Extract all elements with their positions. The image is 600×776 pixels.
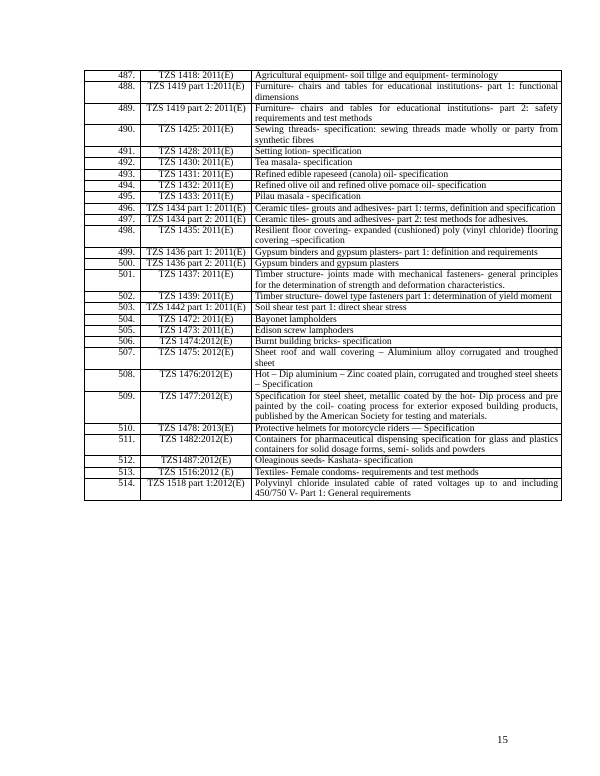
row-number-cell: 512. [85,456,141,467]
table-row [85,370,562,392]
table-row [85,247,562,258]
standard-title-cell: Agricultural equipment- soil tillge and equipment- terminology [252,71,562,82]
page-number: 15 [497,734,508,746]
row-number-cell: 488. [85,82,141,104]
table-row [85,391,562,423]
row-number-cell: 496. [85,203,141,214]
table-row [85,103,562,125]
table-row [85,325,562,336]
standard-code-cell: TZS 1436 part 2: 2011(E) [141,259,252,270]
row-number-cell: 506. [85,337,141,348]
table-row [85,259,562,270]
standard-code-cell: TZS 1437: 2011(E) [141,270,252,292]
standard-title-cell: Ceramic tiles- grouts and adhesives- part 2: test methods for adhesives. [252,214,562,225]
standard-title-cell: Bayonet lampholders [252,314,562,325]
standard-code-cell: TZS1487:2012(E) [141,456,252,467]
standard-title-cell: Setting lotion- specification [252,147,562,158]
table-row [85,158,562,169]
row-number-cell: 495. [85,192,141,203]
standard-code-cell: TZS 1428: 2011(E) [141,147,252,158]
row-number-cell: 505. [85,325,141,336]
standard-code-cell: TZS 1419 part 1:2011(E) [141,82,252,104]
standard-title-cell: Sheet roof and wall covering – Aluminium alloy corrugated and troughed sheet [252,348,562,370]
standard-title-cell: Ceramic tiles- grouts and adhesives- part 1: terms, definition and specification [252,203,562,214]
standard-code-cell: TZS 1477:2012(E) [141,391,252,423]
row-number-cell: 501. [85,270,141,292]
standard-code-cell: TZS 1433: 2011(E) [141,192,252,203]
table-row [85,478,562,500]
row-number-cell: 500. [85,259,141,270]
table-row [85,337,562,348]
table-row [85,147,562,158]
standard-code-cell: TZS 1518 part 1:2012(E) [141,478,252,500]
standard-title-cell: Containers for pharmaceutical dispensing specification for glass and plastics containers for solid dosage forms, semi- solids and powders [252,434,562,456]
standard-title-cell: Timber structure- joints made with mechanical fasteners- general principles for the determination of strength and deformation characteristics. [252,270,562,292]
standard-title-cell: Textiles- Female condoms- requirements and test methods [252,467,562,478]
standard-title-cell: Gypsum binders and gypsum plasters [252,259,562,270]
standard-title-cell: Protective helmets for motorcycle riders — Specification [252,423,562,434]
standard-code-cell: TZS 1435: 2011(E) [141,226,252,248]
row-number-cell: 499. [85,247,141,258]
standard-code-cell: TZS 1478: 2013(E) [141,423,252,434]
row-number-cell: 497. [85,214,141,225]
standard-title-cell: Edison screw lamphoders [252,325,562,336]
row-number-cell: 494. [85,180,141,191]
table-row [85,291,562,302]
table-row [85,456,562,467]
standards-table-body [85,71,562,501]
table-row [85,192,562,203]
standard-code-cell: TZS 1431: 2011(E) [141,169,252,180]
row-number-cell: 491. [85,147,141,158]
table-row [85,82,562,104]
row-number-cell: 510. [85,423,141,434]
standard-title-cell: Tea masala- specification [252,158,562,169]
row-number-cell: 508. [85,370,141,392]
row-number-cell: 503. [85,303,141,314]
standard-code-cell: TZS 1475: 2012(E) [141,348,252,370]
row-number-cell: 498. [85,226,141,248]
standard-code-cell: TZS 1472: 2011(E) [141,314,252,325]
table-row [85,125,562,147]
table-row [85,214,562,225]
row-number-cell: 492. [85,158,141,169]
standard-title-cell: Pilau masala - specification [252,192,562,203]
standard-title-cell: Refined edible rapeseed (canola) oil- specification [252,169,562,180]
table-row [85,314,562,325]
standard-title-cell: Furniture- chairs and tables for educational institutions- part 1: functional dimensions [252,82,562,104]
standard-code-cell: TZS 1418: 2011(E) [141,71,252,82]
row-number-cell: 507. [85,348,141,370]
row-number-cell: 502. [85,291,141,302]
standard-title-cell: Specification for steel sheet, metallic coated by the hot- Dip process and pre painted by the coil- coating process for exterior exposed building products, published by the American Society for testing and materials. [252,391,562,423]
table-row [85,434,562,456]
table-row [85,71,562,82]
row-number-cell: 504. [85,314,141,325]
standard-code-cell: TZS 1436 part 1: 2011(E) [141,247,252,258]
table-row [85,270,562,292]
row-number-cell: 490. [85,125,141,147]
standard-code-cell: TZS 1442 part 1: 2011(E) [141,303,252,314]
standard-title-cell: Hot – Dip aluminium – Zinc coated plain, corrugated and troughed steel sheets – Specification [252,370,562,392]
standard-title-cell: Refined olive oil and refined olive pomace oil- specification [252,180,562,191]
standard-code-cell: TZS 1430: 2011(E) [141,158,252,169]
row-number-cell: 493. [85,169,141,180]
standard-code-cell: TZS 1425: 2011(E) [141,125,252,147]
standards-table [84,70,562,501]
standard-code-cell: TZS 1476:2012(E) [141,370,252,392]
standard-code-cell: TZS 1474:2012(E) [141,337,252,348]
standard-title-cell: Resilient floor covering- expanded (cushioned) poly (vinyl chloride) flooring covering –specification [252,226,562,248]
table-row [85,226,562,248]
standard-title-cell: Furniture- chairs and tables for educational institutions- part 2: safety requirements and test methods [252,103,562,125]
standard-code-cell: TZS 1482:2012(E) [141,434,252,456]
table-row [85,303,562,314]
row-number-cell: 513. [85,467,141,478]
standard-title-cell: Polyvinyl chloride insulated cable of rated voltages up to and including 450/750 V- Part 1: General requirements [252,478,562,500]
standard-title-cell: Sewing threads- specification: sewing threads made wholly or party from synthetic fibres [252,125,562,147]
row-number-cell: 514. [85,478,141,500]
row-number-cell: 509. [85,391,141,423]
table-row [85,348,562,370]
standard-code-cell: TZS 1434 part 2: 2011(E) [141,214,252,225]
standard-code-cell: TZS 1439: 2011(E) [141,291,252,302]
table-row [85,169,562,180]
standard-title-cell: Soil shear test part 1: direct shear stress [252,303,562,314]
standard-title-cell: Timber structure- dowel type fasteners part 1: determination of yield moment [252,291,562,302]
table-row [85,467,562,478]
standard-code-cell: TZS 1473: 2011(E) [141,325,252,336]
standard-title-cell: Gypsum binders and gypsum plasters- part 1: definition and requirements [252,247,562,258]
row-number-cell: 489. [85,103,141,125]
table-row [85,180,562,191]
standard-title-cell: Oleaginous seeds- Kashata- specification [252,456,562,467]
standard-code-cell: TZS 1432: 2011(E) [141,180,252,191]
table-row [85,423,562,434]
row-number-cell: 511. [85,434,141,456]
standard-code-cell: TZS 1516:2012 (E) [141,467,252,478]
table-row [85,203,562,214]
standard-code-cell: TZS 1434 part 1: 2011(E) [141,203,252,214]
standard-code-cell: TZS 1419 part 2: 2011(E) [141,103,252,125]
row-number-cell: 487. [85,71,141,82]
standard-title-cell: Burnt building bricks- specification [252,337,562,348]
